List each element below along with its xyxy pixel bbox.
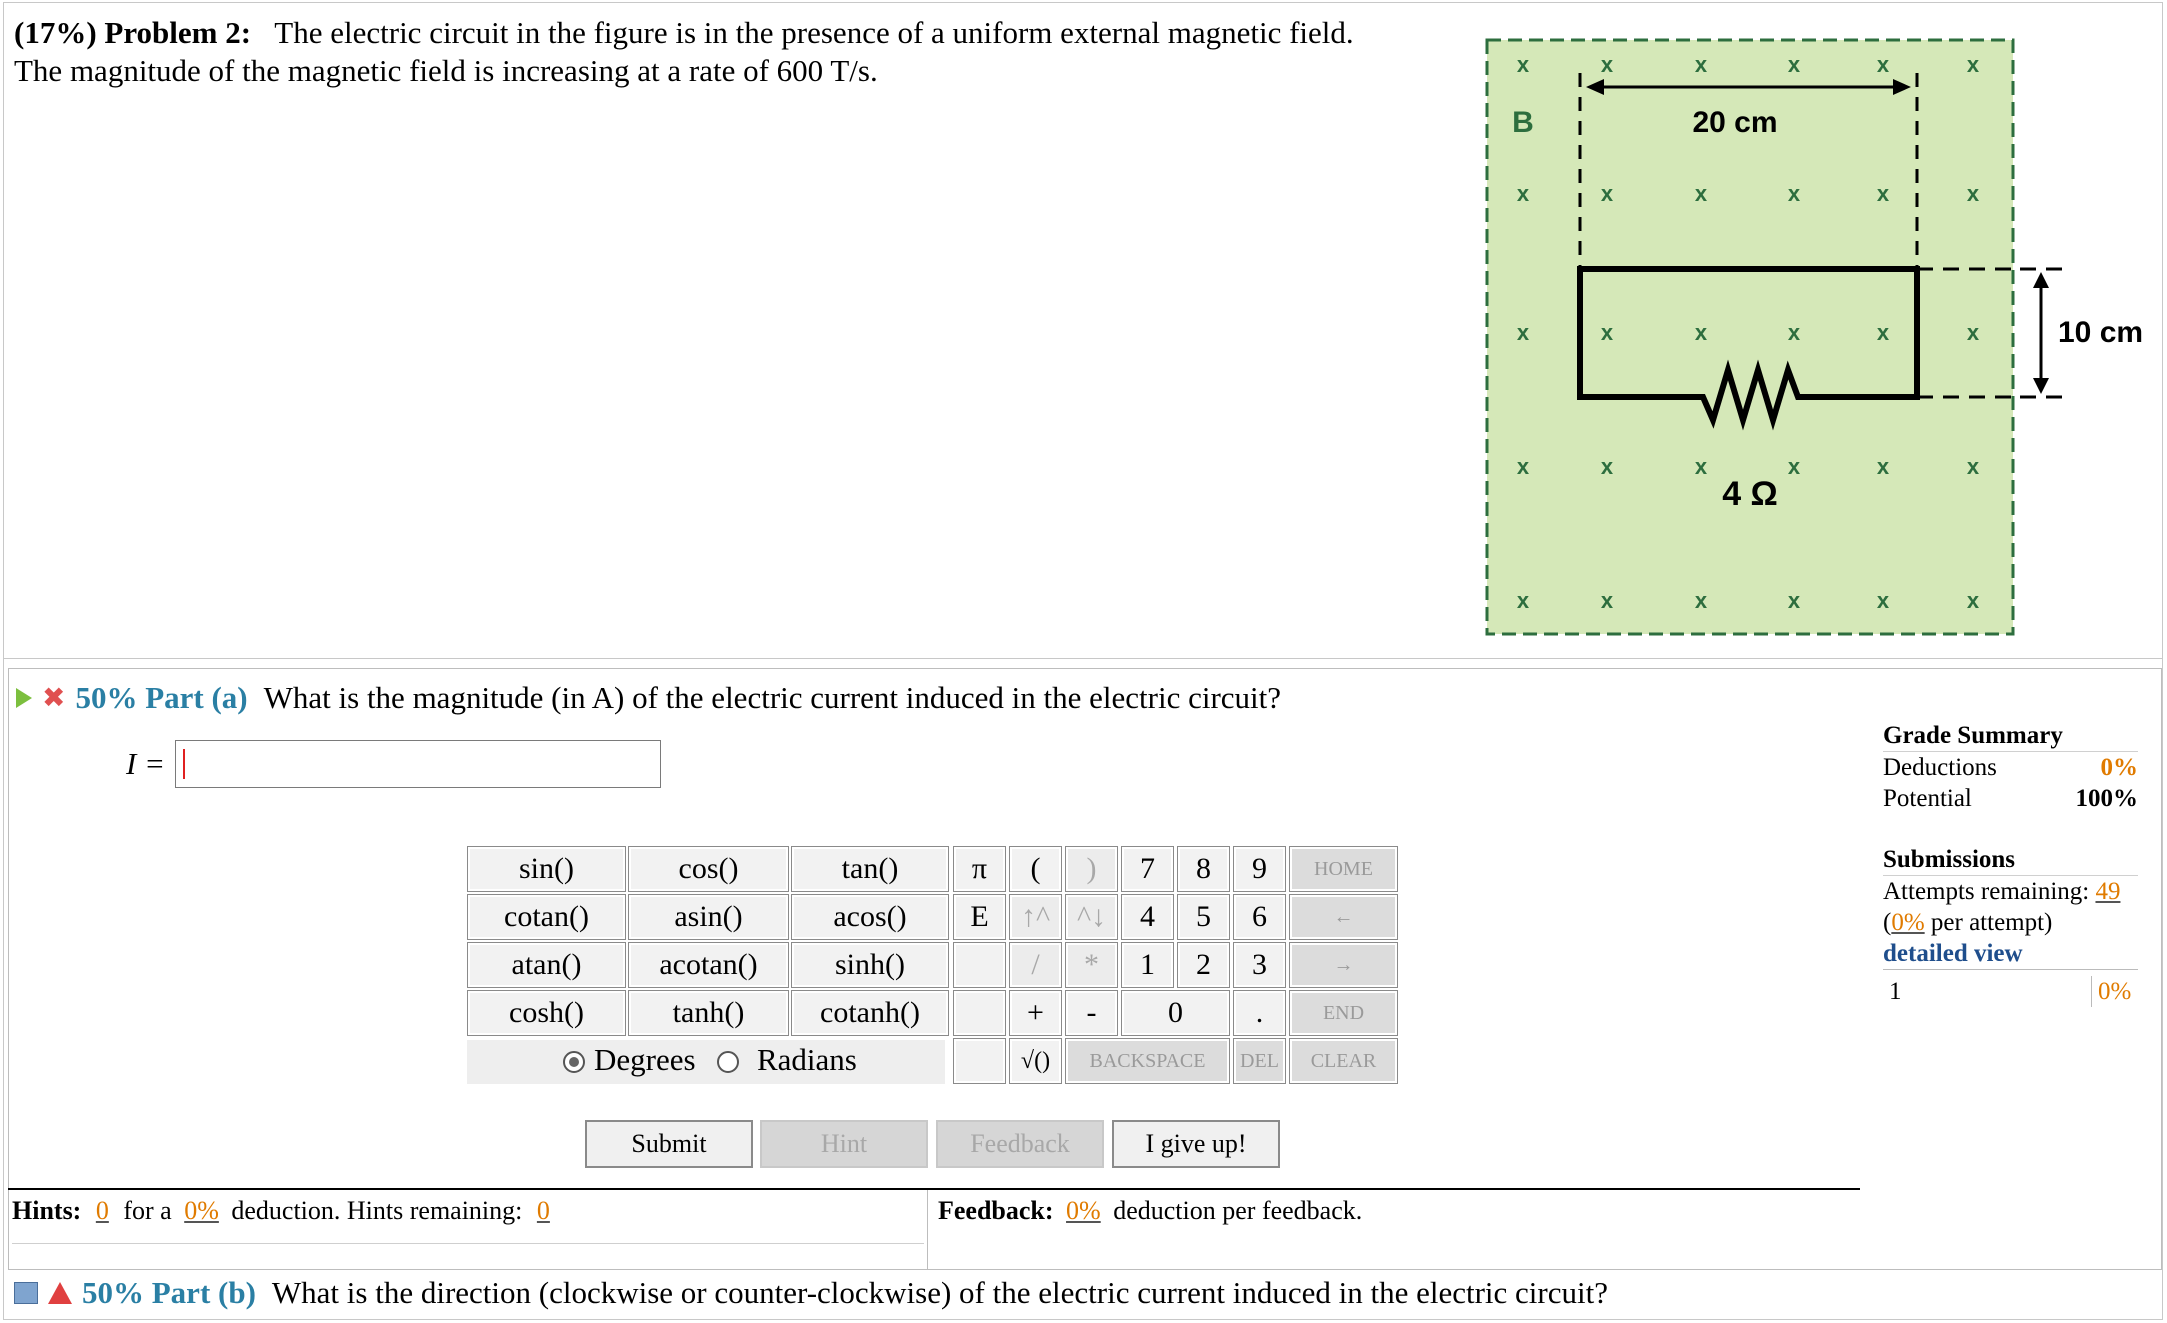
key-minus[interactable]: -	[1065, 990, 1118, 1036]
answer-variable: I =	[126, 746, 165, 781]
grade-summary-title: Grade Summary	[1883, 722, 2063, 749]
field-mark: x	[1876, 454, 1890, 479]
per-attempt-pct: 0%	[1891, 909, 1925, 936]
key-home[interactable]: HOME	[1289, 846, 1398, 892]
field-mark: x	[1966, 454, 1980, 479]
resistor-label: 4 Ω	[1722, 475, 1778, 513]
field-mark: x	[1966, 320, 1980, 345]
warning-icon	[48, 1282, 72, 1304]
feedback-label: Feedback:	[938, 1196, 1054, 1225]
field-mark: x	[1516, 52, 1530, 77]
key-pi[interactable]: π	[953, 846, 1006, 892]
fn-button-atan[interactable]: atan()	[467, 942, 626, 988]
key-d5[interactable]: 5	[1177, 894, 1230, 940]
hint-button[interactable]: Hint	[760, 1120, 928, 1168]
key-end[interactable]: END	[1289, 990, 1398, 1036]
key-dot[interactable]: .	[1233, 990, 1286, 1036]
document-icon[interactable]	[14, 1282, 38, 1304]
key-d7[interactable]: 7	[1121, 846, 1174, 892]
key-d9[interactable]: 9	[1233, 846, 1286, 892]
field-mark: x	[1876, 52, 1890, 77]
per-attempt-row	[1883, 907, 2138, 938]
fn-button-acos[interactable]: acos()	[791, 894, 949, 940]
field-mark: x	[1516, 588, 1530, 613]
problem-text-line1: The electric circuit in the figure is in the presence of a uniform external magnetic field.	[274, 15, 1354, 50]
width-label: 20 cm	[1692, 106, 1778, 139]
fn-button-sin[interactable]: sin()	[467, 846, 626, 892]
field-mark: x	[1516, 320, 1530, 345]
hints-label: Hints:	[12, 1196, 82, 1225]
attempts-row	[1883, 876, 2138, 907]
degrees-label: Degrees	[594, 1042, 696, 1077]
hints-count: 0	[95, 1196, 109, 1225]
field-mark: x	[1876, 588, 1890, 613]
degrees-radio[interactable]	[563, 1051, 585, 1073]
part-b-question: What is the direction (clockwise or counter-clockwise) of the electric current induced in the electric circuit?	[271, 1275, 1608, 1310]
text-caret	[183, 749, 185, 779]
hints-info	[12, 1196, 550, 1226]
radians-label: Radians	[757, 1042, 857, 1077]
deductions-row	[1883, 752, 2138, 783]
problem-header: (17%) Problem 2:	[14, 15, 252, 50]
attempts-label: Attempts remaining:	[1883, 878, 2090, 905]
submission-row	[1883, 976, 2138, 1007]
field-mark: x	[1787, 454, 1801, 479]
field-mark: x	[1694, 52, 1708, 77]
problem-text-line2: The magnitude of the magnetic field is increasing at a rate of 600 T/s.	[14, 53, 878, 88]
submissions-title: Submissions	[1883, 846, 2016, 873]
key-clear[interactable]: CLEAR	[1289, 1038, 1398, 1084]
hints-deduction-text: deduction. Hints remaining:	[231, 1196, 523, 1225]
fn-button-cotanh[interactable]: cotanh()	[791, 990, 949, 1036]
field-mark: x	[1966, 588, 1980, 613]
key-blank	[953, 990, 1006, 1036]
height-dimension	[2020, 260, 2160, 410]
key-backspace[interactable]: BACKSPACE	[1065, 1038, 1230, 1084]
height-label: 10 cm	[2058, 316, 2144, 349]
hints-remaining: 0	[536, 1196, 550, 1225]
key-d6[interactable]: 6	[1233, 894, 1286, 940]
field-mark: x	[1876, 181, 1890, 206]
feedback-button[interactable]: Feedback	[936, 1120, 1104, 1168]
part-a-question: What is the magnitude (in A) of the electric current induced in the electric circuit?	[263, 680, 1282, 715]
part-b-title	[14, 1275, 1608, 1311]
feedback-deduction-pct: 0%	[1066, 1196, 1101, 1225]
hints-deduction-pct: 0%	[184, 1196, 219, 1225]
field-mark: x	[1600, 454, 1614, 479]
part-a-title	[16, 680, 1281, 716]
field-mark: x	[1694, 181, 1708, 206]
deductions-value: 0%	[2100, 754, 2138, 781]
separator	[3, 658, 2163, 659]
fn-button-asin[interactable]: asin()	[628, 894, 789, 940]
field-label: B	[1512, 106, 1534, 139]
field-mark: x	[1787, 320, 1801, 345]
key-close-paren[interactable]: )	[1065, 846, 1118, 892]
field-mark: x	[1694, 588, 1708, 613]
key-divide[interactable]: /	[1009, 942, 1062, 988]
key-left[interactable]: ←	[1289, 894, 1398, 940]
field-mark: x	[1787, 52, 1801, 77]
per-attempt-text: per attempt)	[1930, 909, 2053, 936]
incorrect-x-icon: ✖	[42, 681, 66, 714]
circuit-figure	[1480, 35, 2020, 641]
submission-number: 1	[1889, 978, 1902, 1005]
key-sqrt[interactable]: √()	[1009, 1038, 1062, 1084]
deductions-label: Deductions	[1883, 754, 1997, 781]
field-mark: x	[1876, 320, 1890, 345]
attempts-value: 49	[2095, 878, 2121, 905]
angle-mode-row	[467, 1040, 945, 1084]
key-d4[interactable]: 4	[1121, 894, 1174, 940]
key-blank	[953, 1038, 1006, 1084]
key-right[interactable]: →	[1289, 942, 1398, 988]
fn-button-cosh[interactable]: cosh()	[467, 990, 626, 1036]
field-mark: x	[1516, 454, 1530, 479]
fn-button-cotan[interactable]: cotan()	[467, 894, 626, 940]
key-open-paren[interactable]: (	[1009, 846, 1062, 892]
key-del[interactable]: DEL	[1233, 1038, 1286, 1084]
radians-radio[interactable]	[717, 1051, 739, 1073]
detailed-view-link[interactable]: detailed view	[1883, 940, 2023, 967]
give-up-button[interactable]: I give up!	[1112, 1120, 1280, 1168]
problem-statement	[14, 14, 1454, 90]
field-mark: x	[1966, 52, 1980, 77]
key-multiply[interactable]: *	[1065, 942, 1118, 988]
key-d2[interactable]: 2	[1177, 942, 1230, 988]
hints-for-a: for a	[123, 1196, 172, 1225]
submit-button[interactable]: Submit	[585, 1120, 753, 1168]
key-d3[interactable]: 3	[1233, 942, 1286, 988]
part-b-percent: 50% Part (b)	[82, 1275, 256, 1310]
answer-input[interactable]	[175, 740, 661, 788]
feedback-text: deduction per feedback.	[1113, 1196, 1363, 1225]
fn-button-tan[interactable]: tan()	[791, 846, 949, 892]
feedback-info	[938, 1196, 1362, 1226]
field-mark: x	[1600, 52, 1614, 77]
key-down[interactable]: ^↓	[1065, 894, 1118, 940]
field-mark: x	[1694, 454, 1708, 479]
grade-summary	[1883, 720, 2138, 1007]
potential-value: 100%	[2075, 785, 2138, 812]
fn-button-acotan[interactable]: acotan()	[628, 942, 789, 988]
key-blank	[953, 942, 1006, 988]
field-mark: x	[1600, 181, 1614, 206]
key-e[interactable]: E	[953, 894, 1006, 940]
key-plus[interactable]: +	[1009, 990, 1062, 1036]
field-mark: x	[1787, 588, 1801, 613]
key-up[interactable]: ↑^	[1009, 894, 1062, 940]
fn-button-sinh[interactable]: sinh()	[791, 942, 949, 988]
fn-button-tanh[interactable]: tanh()	[628, 990, 789, 1036]
submission-score: 0%	[2091, 976, 2138, 1007]
field-mark: x	[1787, 181, 1801, 206]
key-d8[interactable]: 8	[1177, 846, 1230, 892]
field-mark: x	[1694, 320, 1708, 345]
key-d1[interactable]: 1	[1121, 942, 1174, 988]
key-d0[interactable]: 0	[1121, 990, 1230, 1036]
potential-label: Potential	[1883, 785, 1972, 812]
fn-button-cos[interactable]: cos()	[628, 846, 789, 892]
field-mark: x	[1966, 181, 1980, 206]
field-mark: x	[1600, 320, 1614, 345]
hints-underline	[12, 1243, 924, 1244]
part-a-percent: 50% Part (a)	[75, 680, 248, 715]
field-mark: x	[1600, 588, 1614, 613]
per-attempt-paren: (	[1883, 909, 1892, 936]
field-mark: x	[1516, 181, 1530, 206]
potential-row	[1883, 783, 2138, 814]
expand-arrow-icon[interactable]	[16, 688, 32, 708]
